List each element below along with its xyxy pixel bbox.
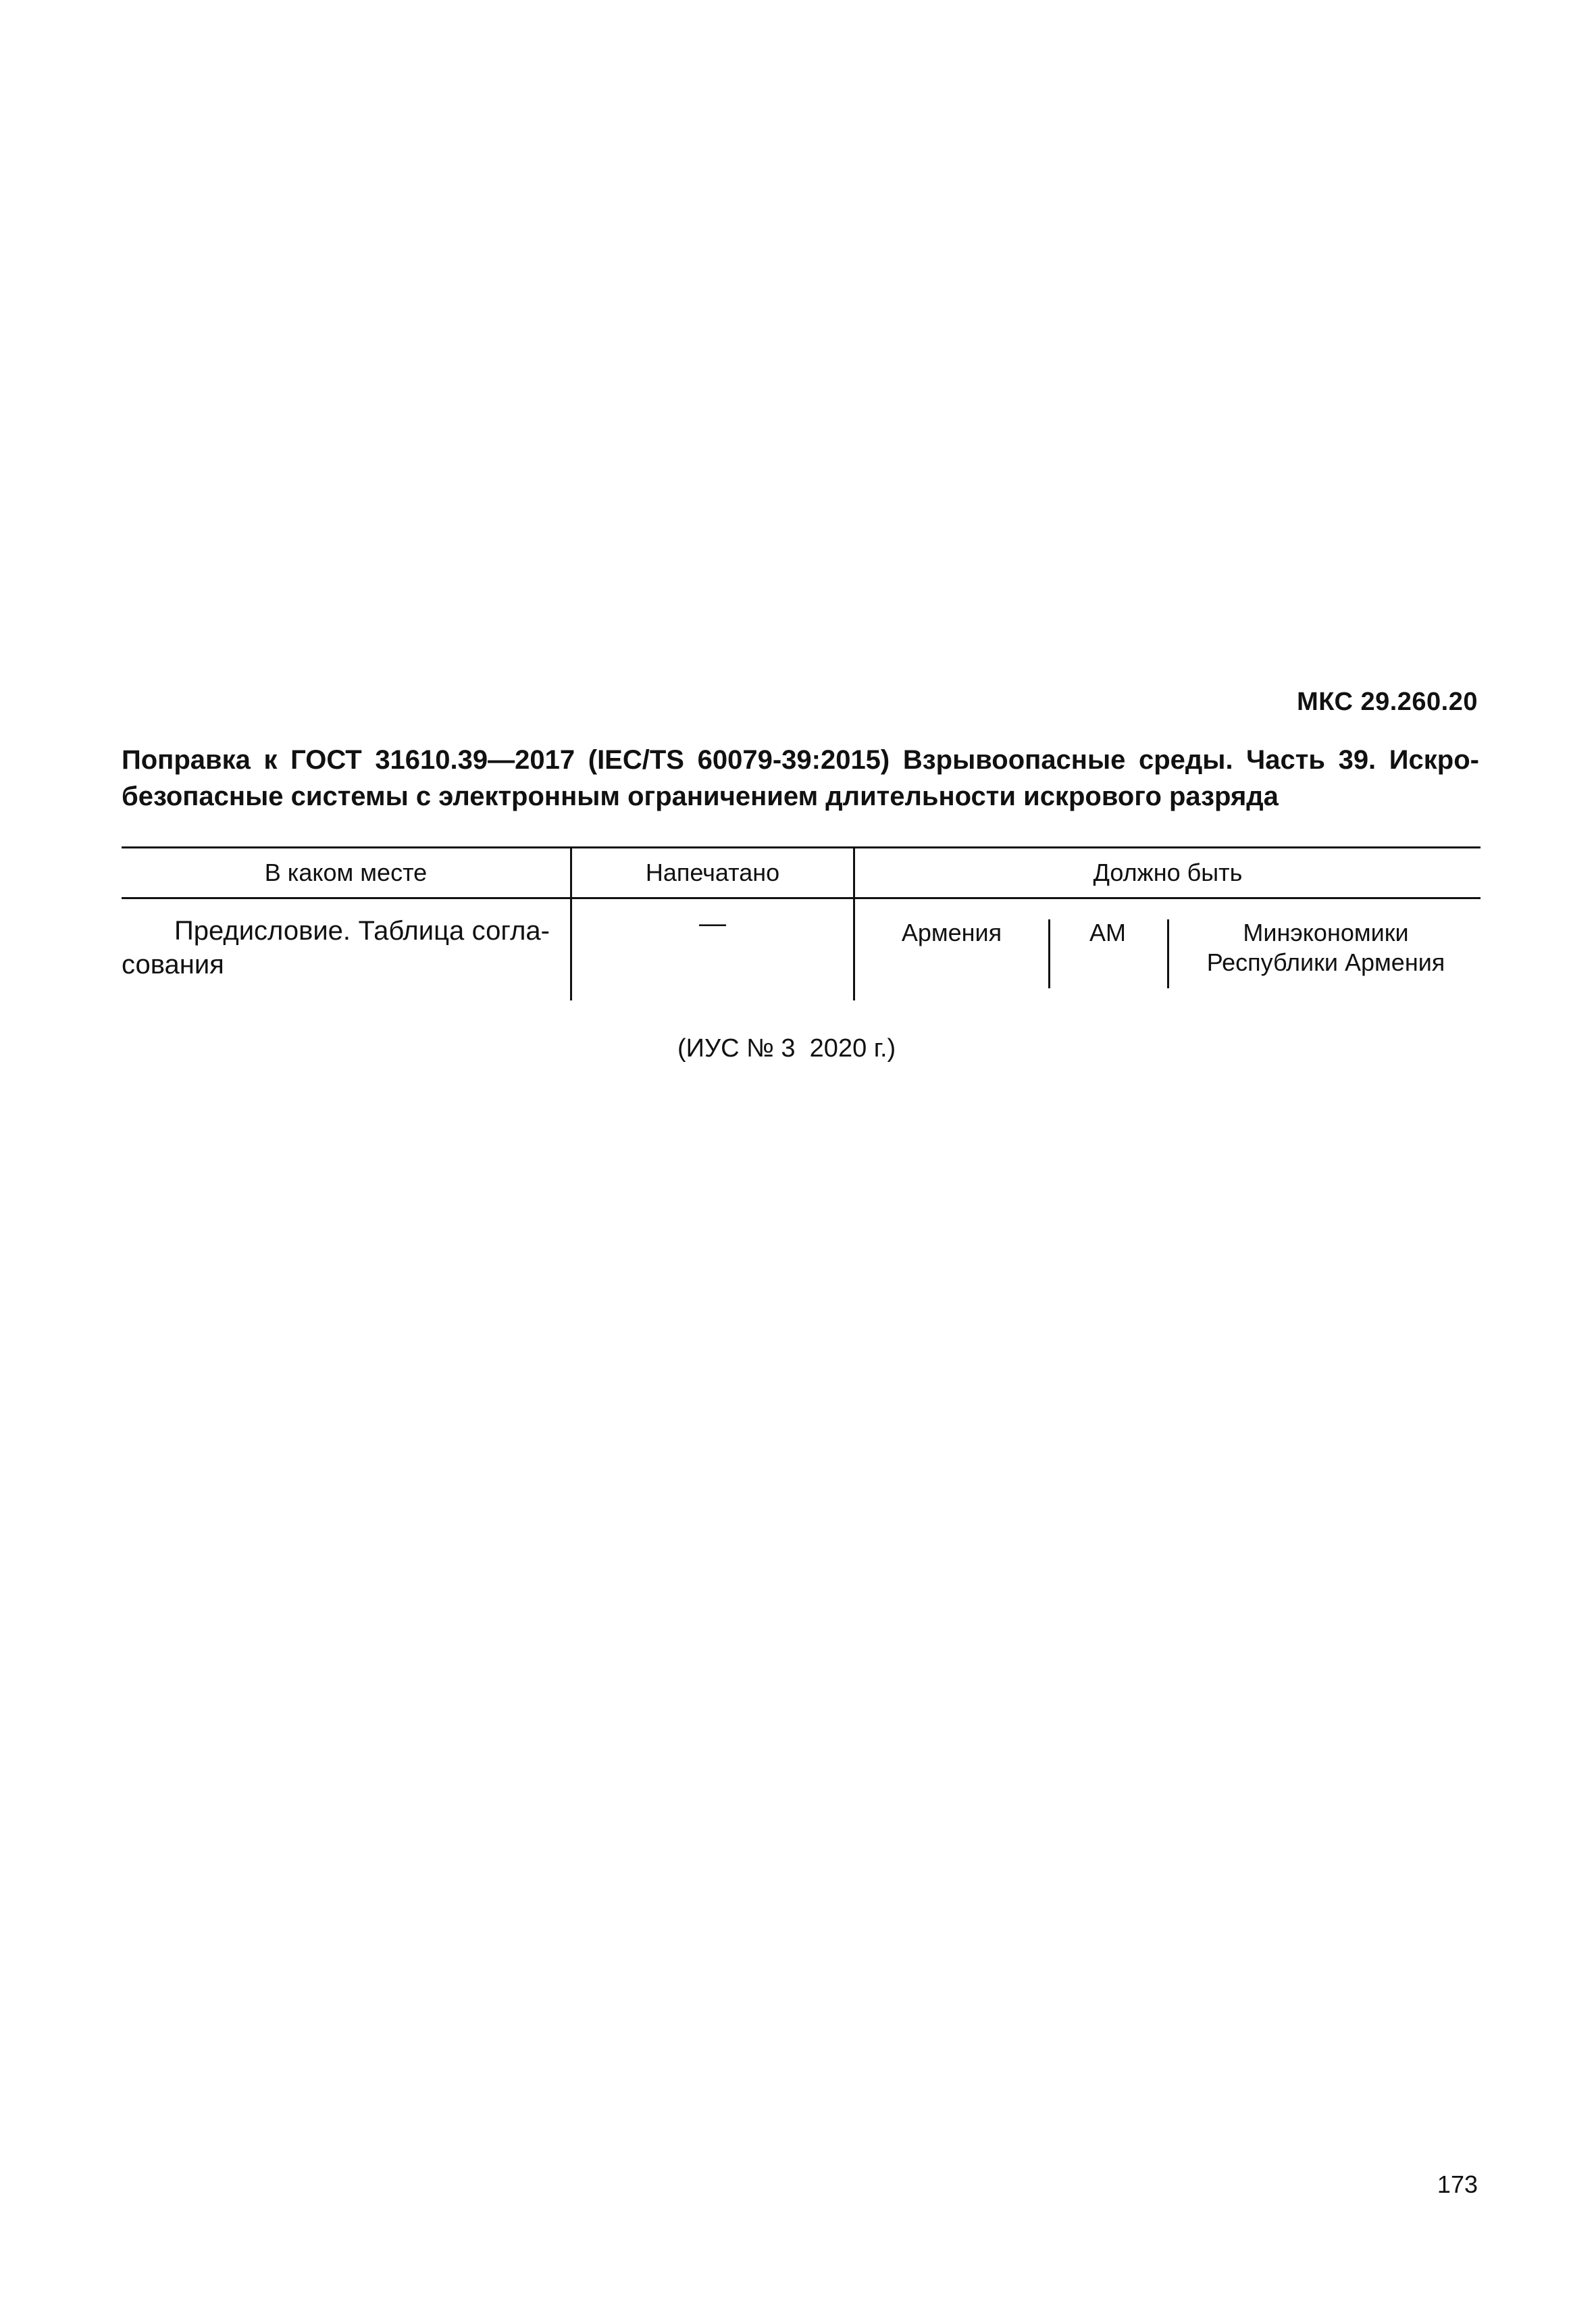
source-note: (ИУС № 3 2020 г.) [677, 1034, 896, 1063]
mks-code: МКС 29.260.20 [1297, 688, 1478, 716]
where-text: Предисловие. Таблица согла-сования [122, 916, 550, 980]
table-header-row [122, 848, 1481, 898]
cell-should-be [854, 898, 1481, 1001]
cell-where [122, 898, 571, 1001]
authority-line-1: Минэкономики [1243, 919, 1409, 946]
should-be-country: Армения [901, 919, 1002, 946]
document-title [122, 742, 1479, 815]
cell-printed [571, 898, 854, 1001]
header-where: В каком месте [122, 848, 571, 898]
authority-line-2: Республики Армения [1206, 948, 1445, 976]
correction-table [122, 846, 1481, 1000]
printed-text: — [699, 909, 726, 938]
should-be-group [855, 899, 1481, 1000]
should-be-authority [1167, 918, 1485, 977]
title-line-1: Поправка к ГОСТ 31610.39—2017 (IEC/TS 60079-39:2015) Взрывоопасные среды. Часть 39. Искро- [122, 745, 1479, 775]
title-line-2: безопасные системы с электронным ограничением длительности искрового разряда [122, 782, 1279, 811]
page-number: 173 [1437, 2170, 1478, 2198]
header-should-be: Должно быть [854, 848, 1481, 898]
table-row [122, 898, 1481, 1001]
header-printed: Напечатано [571, 848, 854, 898]
should-be-code: АМ [1089, 919, 1126, 946]
